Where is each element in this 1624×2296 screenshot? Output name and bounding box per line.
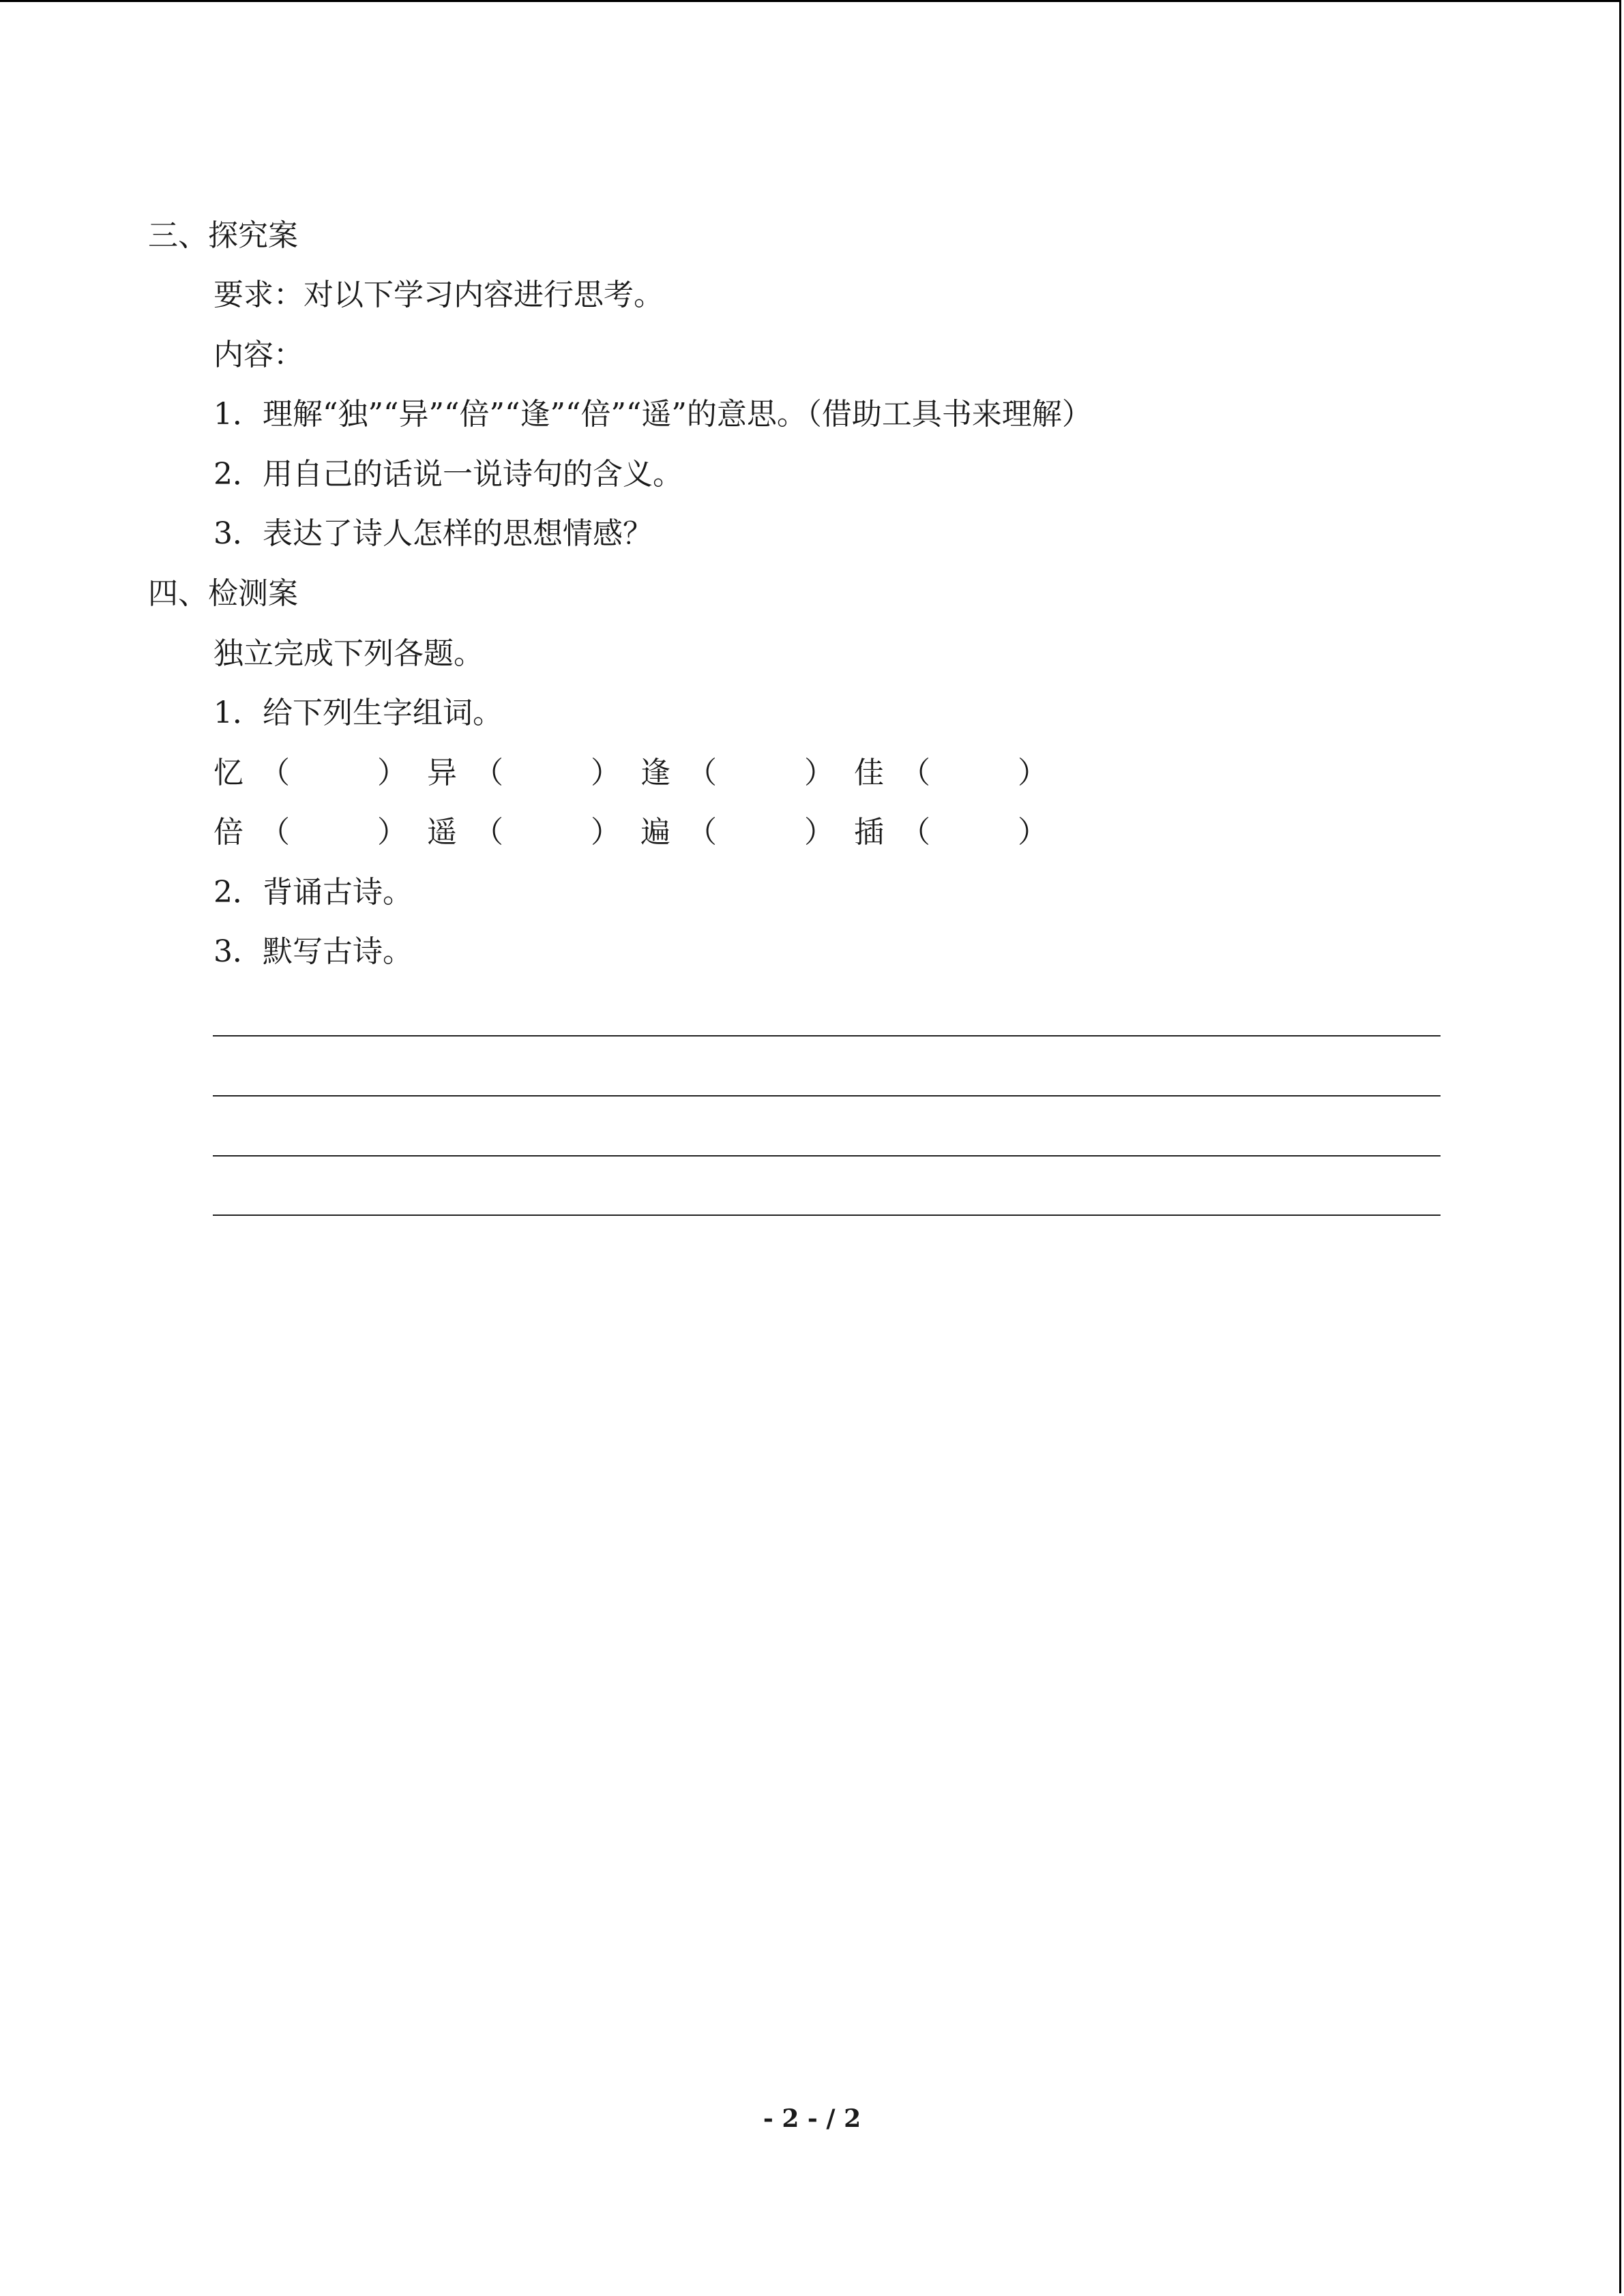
section4-instruction: 独立完成下列各题。 (213, 636, 484, 671)
answer-line-1[interactable] (213, 1035, 1441, 1037)
character: 倍 (213, 815, 243, 850)
section3-item-3: 3．表达了诗人怎样的思想情感？ (213, 516, 653, 551)
section3-item-1: 1．理解“独”“异”“倍”“逢”“倍”“遥”的意思。（借助工具书来理解） (213, 397, 1092, 432)
answer-line-4[interactable] (213, 1214, 1441, 1216)
open-paren: （ (473, 756, 503, 790)
close-paren: ） (804, 815, 834, 850)
character: 插 (854, 815, 884, 850)
section3-item-2: 2．用自己的话说一说诗句的含义。 (213, 457, 683, 492)
open-paren: （ (260, 756, 290, 790)
close-paren: ） (377, 756, 407, 790)
section4-heading: 四、检测案 (148, 576, 298, 611)
page-number: - 2 - / 2 (763, 2104, 861, 2133)
character: 遍 (640, 815, 670, 850)
section4-question-3: 3．默写古诗。 (213, 934, 413, 969)
close-paren: ） (591, 815, 621, 850)
section3-content-label: 内容： (213, 338, 304, 372)
character: 遥 (427, 815, 457, 850)
open-paren: （ (687, 815, 717, 850)
character: 异 (427, 756, 457, 790)
close-paren: ） (804, 756, 834, 790)
section3-heading: 三、探究案 (148, 218, 298, 253)
section4-question-1: 1．给下列生字组词。 (213, 696, 503, 730)
close-paren: ） (1018, 815, 1048, 850)
section4-question-2: 2．背诵古诗。 (213, 875, 413, 910)
answer-line-3[interactable] (213, 1155, 1441, 1157)
answer-line-2[interactable] (213, 1095, 1441, 1097)
open-paren: （ (260, 815, 290, 850)
open-paren: （ (900, 815, 930, 850)
open-paren: （ (473, 815, 503, 850)
character: 佳 (854, 756, 884, 790)
character: 忆 (213, 756, 243, 790)
section3-requirement: 要求：对以下学习内容进行思考。 (213, 278, 664, 312)
close-paren: ） (591, 756, 621, 790)
character: 逢 (640, 756, 670, 790)
close-paren: ） (1018, 756, 1048, 790)
close-paren: ） (377, 815, 407, 850)
open-paren: （ (687, 756, 717, 790)
open-paren: （ (900, 756, 930, 790)
